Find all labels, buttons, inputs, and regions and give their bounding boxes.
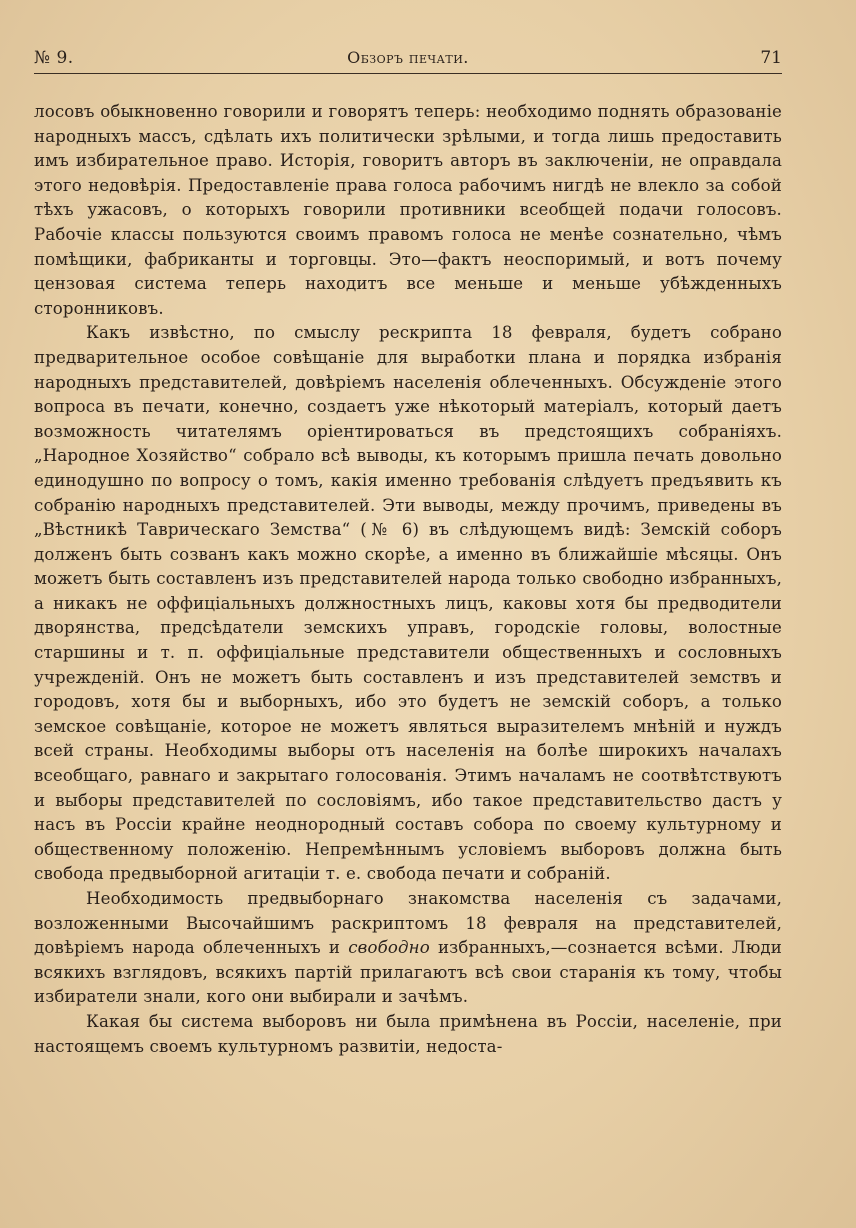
emphasized-word: свободно bbox=[348, 938, 430, 958]
paragraph-3-part-2: избранныхъ,—сознается всѣми. Люди всякихъ взглядовъ, всякихъ партій прилагаютъ всѣ свои старанія къ тому, чтобы избиратели знали, кого они выбирали и зачѣмъ. bbox=[34, 938, 782, 1007]
paragraph-1: лосовъ обыкновенно говорили и говорятъ теперь: необходимо поднять образованіе народныхъ массъ, сдѣлать ихъ политически зрѣлыми, и тогда лишь предоставить имъ избирательное право. Исторія, говоритъ авторъ въ заключеніи, не оправдала этого недовѣрія. Предоставленіе права голоса рабочимъ нигдѣ не влекло за собой тѣхъ ужасовъ, о которыхъ говорили противники всеобщей подачи голосовъ. Рабочіе классы пользуются своимъ правомъ голоса не менѣе сознательно, чѣмъ помѣщики, фабриканты и торговцы. Это—фактъ неоспоримый, и вотъ почему цензовая система теперь находитъ все меньше и меньше убѣжденныхъ сторонниковъ. bbox=[34, 102, 782, 318]
paragraph-3 bbox=[34, 887, 782, 1010]
paragraph-3-part-1: Необходимость предвыборнаго знакомства населенія съ задачами, возложенными Высочайшимъ раскриптомъ 18 февраля на представителей, довѣріемъ народа облеченныхъ и bbox=[34, 889, 782, 958]
page bbox=[34, 46, 782, 1206]
paragraph-4: Какая бы система выборовъ ни была примѣнена въ Россіи, населеніе, при настоящемъ своемъ культурномъ развитіи, недоста- bbox=[34, 1011, 782, 1056]
issue-number: № 9. bbox=[34, 48, 74, 68]
article-body bbox=[34, 100, 782, 1059]
page-number: 71 bbox=[760, 48, 782, 68]
running-header bbox=[34, 46, 782, 74]
paragraph-2: Какъ извѣстно, по смыслу рескрипта 18 февраля, будетъ собрано предварительное особое совѣщаніе для выработки плана и порядка избранія народныхъ представителей, довѣріемъ населенія облеченныхъ. Обсужденіе этого вопроса въ печати, конечно, создаетъ уже нѣкоторый матеріалъ, который даетъ возможность читателямъ оріентироваться въ предстоящихъ собраніяхъ. „Народное Хозяйство“ собрало всѣ выводы, къ которымъ пришла печать довольно единодушно по вопросу о томъ, какія именно требованія слѣдуетъ предъявить къ собранію народныхъ представителей. Эти выводы, между прочимъ, приведены въ „Вѣстникѣ Таврическаго Земства“ (№ 6) въ слѣдующемъ видѣ: Земскій соборъ долженъ быть созванъ какъ можно скорѣе, а именно въ ближайшіе мѣсяцы. Онъ можетъ быть составленъ изъ представителей народа только свободно избранныхъ, а никакъ не оффиціальныхъ должностныхъ лицъ, каковы хотя бы предводители дворянства, предсѣдатели земскихъ управъ, городскіе головы, волостные старшины и т. п. оффиціальные представители общественныхъ и сословныхъ учрежденій. Онъ не можетъ быть составленъ и изъ представителей земствъ и городовъ, хотя бы и выборныхъ, ибо это будетъ не земскій соборъ, а только земское совѣщаніе, которое не можетъ являться выразителемъ мнѣній и нуждъ всей страны. Необходимы выборы отъ населенія на болѣе широкихъ началахъ всеобщаго, равнаго и закрытаго голосованія. Этимъ началамъ не соотвѣтствуютъ и выборы представителей по сословіямъ, ибо такое представительство дастъ у насъ въ Россіи крайне неоднородный составъ собора по своему культурному и общественному положенію. Непремѣннымъ условіемъ выборовъ должна быть свобода предвыборной агитаціи т. е. свобода печати и собраній. bbox=[34, 323, 782, 884]
header-rule bbox=[34, 73, 782, 74]
running-title: Обзоръ печати. bbox=[347, 48, 469, 67]
